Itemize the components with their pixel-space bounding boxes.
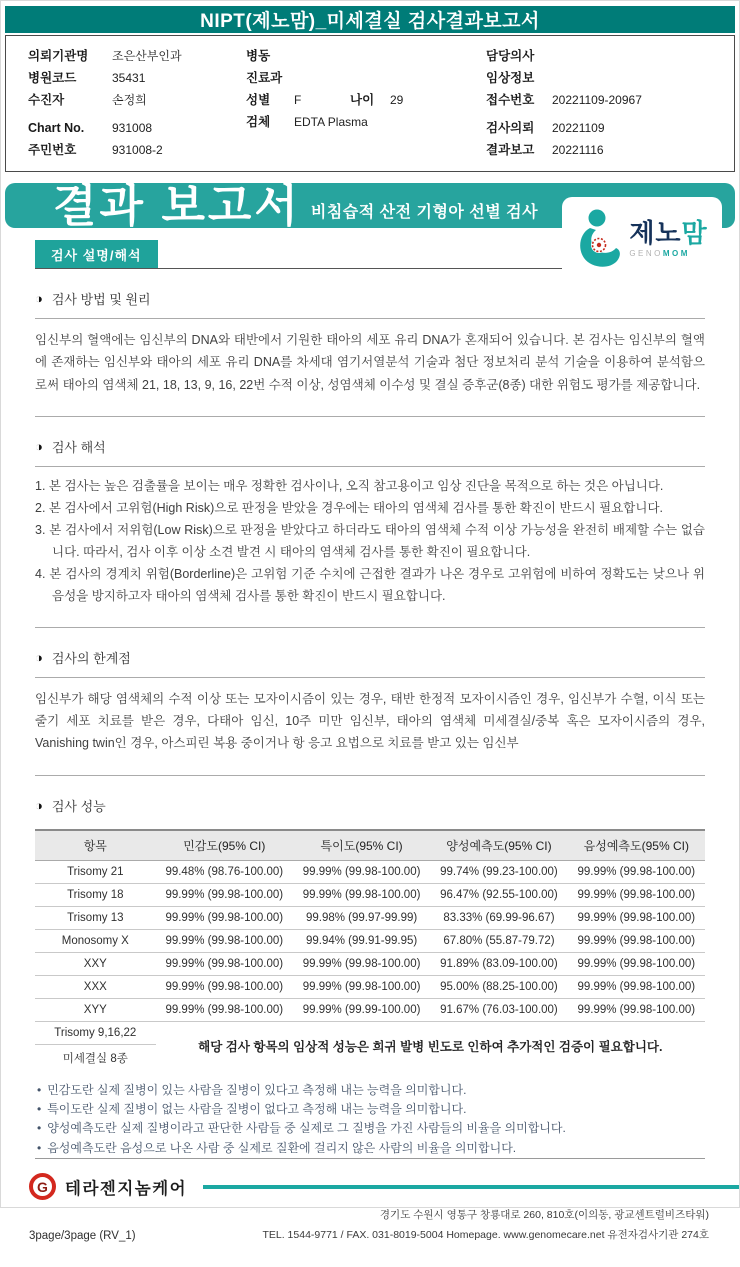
logo-text: 제노맘 GENOMOM [629, 218, 708, 258]
report-footer [1, 1158, 739, 1267]
footnotes [35, 1081, 705, 1159]
section-tab: 검사 설명/해석 [35, 240, 158, 268]
mom-baby-icon [576, 208, 624, 270]
patient-info-col-left [28, 45, 246, 161]
footnote-item: • 민감도란 실제 질병이 있는 사람을 질병이 있다고 측정해 내는 능력을 의미합니다. [35, 1081, 705, 1100]
table-row-special: 미세결실 8종 [62, 1052, 128, 1065]
list-item: 3. 본 검사에서 저위험(Low Risk)으로 판정을 받았다고 하더라도 태아의 염색체 수적 이상 가능성을 완전히 배제할 수는 없습니다. 따라서, 검사 이후 이상 소견 발견 시 태아의 염색체 검사를 통한 확진이 필요합니다. [35, 522, 705, 559]
column-header: 항목 [35, 830, 156, 861]
info-row: 담당의사 [486, 49, 535, 63]
info-row: 검체 EDTA Plasma [246, 115, 368, 129]
performance-table [35, 829, 705, 1071]
info-row: Chart No. 931008 [28, 121, 153, 135]
bullet-icon: • [37, 1121, 42, 1136]
bullet-icon: • [37, 1101, 42, 1116]
section-performance [35, 796, 705, 1159]
column-header: 민감도(95% CI) [156, 830, 293, 861]
table-row: XXY 99.99% (99.98-100.00) 99.99% (99.98-100.00) 91.89% (83.09-100.00) 99.99% (99.98-100.00) [35, 952, 705, 975]
info-row-sex-age: 성별 F 나이 29 [246, 93, 404, 107]
footer-brand-row [1, 1159, 739, 1200]
company-name: 테라젠지놈케어 [65, 1179, 188, 1198]
section-method-title: ◑ 검사 방법 및 원리 [35, 291, 151, 307]
table-row: Trisomy 13 99.99% (99.98-100.00) 99.98% (99.97-99.99) 83.33% (69.99-96.67) 99.99% (99.98-100.00) [35, 906, 705, 929]
bullet-icon: • [37, 1082, 42, 1097]
info-row: 접수번호 20221109-20967 [486, 93, 642, 107]
limitations-body: 임신부가 해당 염색체의 수적 이상 또는 모자이시즘이 있는 경우, 태반 한정적 모자이시즘인 경우, 임신부가 수혈, 이식 또는 줄기 세포 치료를 받은 경우, 다태아 임신, 10주 미만 임신부, 태아의 염색체 미세결실/중복 혹은 모자이시즘의 경우, Vanishing twin인 경우, 아스피린 복용 중이거나 항 응고 요법으로 치료를 받고 있는 임신부 [35, 691, 705, 751]
section-limitations-title: ◑ 검사의 한계점 [35, 649, 131, 666]
column-header: 양성예측도(95% CI) [430, 830, 567, 861]
patient-info-col-mid [246, 45, 486, 161]
info-row: 진료과 [246, 71, 283, 85]
interpretation-list [35, 467, 705, 617]
company-address-block [262, 1206, 709, 1245]
banner-text [53, 180, 539, 231]
section-limitations [35, 648, 705, 776]
info-row: 수진자 손정희 [28, 93, 147, 107]
company-contact: TEL. 1544-9771 / FAX. 031-8019-5004 Homepage. www.genomecare.net 유전자검사기관 274호 [262, 1228, 709, 1241]
table-row: XYY 99.99% (99.98-100.00) 99.99% (99.99-100.00) 91.67% (76.03-100.00) 99.99% (99.98-100.00) [35, 998, 705, 1021]
info-row: 임상정보 [486, 71, 535, 85]
bullet-icon: • [37, 1140, 42, 1155]
section-interpretation-title: ◑ 검사 해석 [35, 438, 106, 455]
divider-line [35, 416, 705, 417]
table-row: XXX 99.99% (99.98-100.00) 99.99% (99.98-100.00) 95.00% (88.25-100.00) 99.99% (99.98-100.00) [35, 975, 705, 998]
half-circle-bullet-icon: ◑ [35, 291, 43, 306]
table-row: Trisomy 21 99.48% (98.76-100.00) 99.99% (99.98-100.00) 99.74% (99.23-100.00) 99.99% (99.98-100.00) [35, 860, 705, 883]
divider-line [35, 627, 705, 628]
table-note-cell: 해당 검사 항목의 임상적 성능은 희귀 발병 빈도로 인하여 추가적인 검증이 필요합니다. [198, 1040, 663, 1054]
list-item: 4. 본 검사의 경계치 위험(Borderline)은 고위험 기준 수치에 근접한 결과가 나온 경우로 고위험에 비하여 정확도는 낮으나 위음성을 방지하고자 태아의 염색체 검사를 통한 확진이 반드시 필요합니다. [35, 566, 705, 603]
table-row-special: Trisomy 9,16,22 해당 검사 항목의 임상적 성능은 희귀 발병 빈도로 인하여 추가적인 검증이 필요합니다. [35, 1021, 705, 1044]
report-content [1, 228, 739, 1158]
banner-title: 결과 보고서 [53, 180, 301, 231]
info-row: 결과보고 20221116 [486, 143, 604, 157]
genomom-logo [562, 197, 722, 281]
report-title-bar [5, 6, 735, 33]
column-header: 음성예측도(95% CI) [568, 830, 705, 861]
info-row: 병원코드 35431 [28, 71, 146, 85]
column-header: 특이도(95% CI) [293, 830, 430, 861]
divider-line [35, 775, 705, 776]
banner-subtitle: 비침습적 산전 기형아 선별 검사 [310, 204, 539, 221]
footer-accent-line [203, 1185, 739, 1189]
patient-info-box [5, 35, 735, 172]
info-row: 검사의뢰 20221109 [486, 121, 605, 135]
footnote-item: • 특이도란 실제 질병이 없는 사람을 질병이 없다고 측정해 내는 능력을 의미합니다. [35, 1100, 705, 1119]
info-row: 의뢰기관명 조은산부인과 [28, 49, 182, 63]
table-header-row [35, 830, 705, 861]
company-address: 경기도 수원시 영통구 창룡대로 260, 810호(이의동, 광교센트럴비즈타워) [379, 1209, 709, 1222]
table-row: Monosomy X 99.99% (99.98-100.00) 99.94% (99.91-99.95) 67.80% (55.87-79.72) 99.99% (99.98-100.00) [35, 929, 705, 952]
footer-bottom-row [1, 1200, 739, 1245]
section-interpretation [35, 437, 705, 628]
section-performance-title: ◑ 검사 성능 [35, 797, 106, 814]
section-method [35, 289, 705, 417]
patient-info-col-right [486, 45, 720, 161]
list-item: 1. 본 검사는 높은 검출률을 보이는 매우 정확한 검사이나, 오직 참고용이고 임상 진단을 목적으로 하는 것은 아닙니다. [35, 478, 664, 493]
info-row: 주민번호 931008-2 [28, 143, 163, 157]
method-body: 임신부의 혈액에는 임신부의 DNA와 태반에서 기원한 태아의 세포 유리 DNA가 혼재되어 있습니다. 본 검사는 임신부의 혈액에 존재하는 임신부와 태아의 세포 유리 DNA를 차세대 염기서열분석 기술과 첨단 정보처리 분석 기술을 이용하여 분석함으로써 태아의 염색체 21, 18, 13, 9, 16, 22번 수적 이상, 성염색체 이수성 및 결실 증후군(8종) 대한 위험도 평가를 제공합니다. [35, 333, 705, 392]
theragen-logo-icon: G [29, 1173, 56, 1200]
footnote-item: • 음성예측도란 음성으로 나온 사람 중 실제로 질환에 걸리지 않은 사람의 비율을 의미합니다. [35, 1139, 705, 1158]
info-row: 병동 [246, 49, 271, 63]
half-circle-bullet-icon: ◑ [35, 438, 43, 454]
table-row: Trisomy 18 99.99% (99.98-100.00) 99.99% (99.98-100.00) 96.47% (92.55-100.00) 99.99% (99.98-100.00) [35, 883, 705, 906]
half-circle-bullet-icon: ◑ [35, 797, 43, 813]
page-number: 3page/3page (RV_1) [29, 1230, 136, 1243]
footnote-item: • 양성예측도란 실제 질병이라고 판단한 사람들 중 실제로 그 질병을 가진 사람들의 비율을 의미합니다. [35, 1119, 705, 1138]
half-circle-bullet-icon: ◑ [35, 649, 43, 665]
report-title: NIPT(제노맘)_미세결실 검사결과보고서 [200, 11, 540, 32]
list-item: 2. 본 검사에서 고위험(High Risk)으로 판정을 받았을 경우에는 태아의 염색체 검사를 통한 확진이 반드시 필요합니다. [35, 500, 664, 515]
